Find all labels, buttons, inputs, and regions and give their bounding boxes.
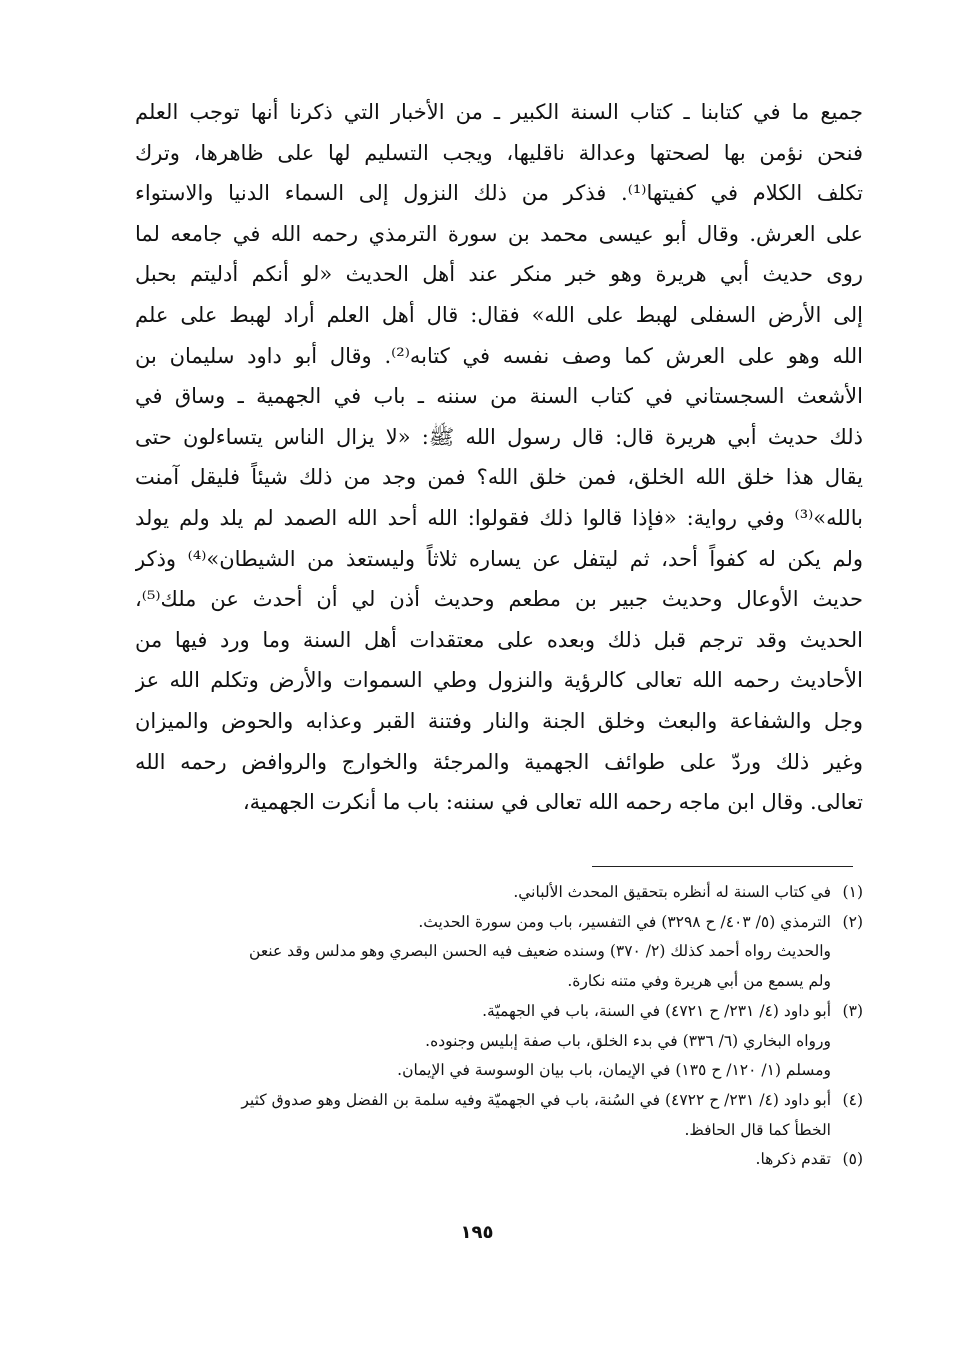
footnote-number-empty: [831, 937, 863, 967]
footnote-4: [135, 1086, 863, 1116]
text-line: وجل والشفاعة والبعث وخلق الجنة والنار وفتنة القبر وعذابه والحوض والميزان: [135, 708, 863, 733]
footnote-number-empty: [831, 967, 863, 997]
footnote-4-continued: [135, 1116, 863, 1146]
text-line: الله وهو على العرش كما وصف نفسه في كتابه⁽²⁾. وقال أبو داود سليمان بن: [135, 343, 863, 368]
text-line: وغير ذلك وردّ على طوائف الجهمية والمرجئة والخوارج والروافض رحمه الله: [135, 749, 863, 774]
text-line: ولم يكن له كفواً أحد، ثم ليتفل عن يساره ثلاثاً وليستعذ من الشيطان»⁽⁴⁾ وذكر: [135, 546, 863, 571]
footnote-number: (٢): [842, 912, 863, 931]
footnote-number: (٥): [842, 1150, 863, 1169]
footnote-text: أبو داود (٤/ ٢٣١/ ح ٤٧٢١) في السنة، باب في الجهميّة.: [482, 1001, 831, 1020]
footnote-number-empty: [831, 1116, 863, 1146]
footnote-1: [135, 878, 863, 908]
footnote-text: والحديث رواه أحمد كذلك (٢/ ٣٧٠) وسنده ضعيف فيه الحسن البصري وهو مدلس وقد عنعن: [249, 942, 831, 961]
footnote-2-continued: [135, 967, 863, 997]
footnote-text: الخطأ كما قال الحافظ.: [684, 1120, 831, 1139]
footnote-3-continued: [135, 1027, 863, 1057]
text-line: ذلك حديث أبي هريرة قال: قال رسول الله ﷺ: «لا يزال الناس يتساءلون حتى: [135, 424, 863, 449]
text-line: الأحاديث رحمه الله تعالى كالرؤية والنزول وطي السموات والأرض وتكلم الله عز: [135, 668, 863, 693]
text-line: تكلف الكلام في كفيتها⁽¹⁾. فذكر من ذلك النزول إلى السماء الدنيا والاستواء: [135, 181, 863, 206]
footnote-text: الترمذي (٥/ ٤٠٣/ ح ٣٢٩٨) في التفسير، باب ومن سورة الحديث.: [418, 912, 831, 931]
text-line: بالله»⁽³⁾ وفي رواية: «فإذا قالوا ذلك فقولوا: الله أحد الله الصمد لم يلد ولم يولد: [135, 505, 863, 530]
text-line: حديث الأوعال وحديث جبير بن مطعم وحديث أذن لي أن أحدث عن ملك⁽⁵⁾،: [135, 587, 863, 612]
footnote-5: [135, 1145, 863, 1175]
footnote-2: [135, 908, 863, 938]
footnote-text: ومسلم (١/ ١٢٠/ ح ١٣٥) في الإيمان، باب بيان الوسوسة في الإيمان.: [397, 1061, 831, 1080]
page-number: ١٩٥: [460, 1222, 494, 1243]
footnote-2-continued: [135, 937, 863, 967]
footnote-separator: [592, 866, 853, 867]
footnote-text: ورواه البخاري (٦/ ٣٣٦) في بدء الخلق، باب صفة إبليس وجنوده.: [425, 1031, 831, 1050]
footnote-3-continued: [135, 1056, 863, 1086]
footnote-text: في كتاب السنة له أنظره بتحقيق المحدث الألباني.: [513, 883, 831, 901]
footnote-number: (٤): [842, 1090, 863, 1109]
text-line: جميع ما في كتابنا ـ كتاب السنة الكبير ـ من الأخبار التي ذكرنا أنها توجب العلم: [135, 100, 863, 124]
footnote-number: (٣): [842, 1001, 863, 1020]
footnote-number-empty: [831, 1056, 863, 1086]
footnote-text: ولم يسمع من أبي هريرة وفي متنه نكارة.: [567, 972, 831, 991]
footnote-text: أبو داود (٤/ ٢٣١/ ح ٤٧٢٢) في السُنة، باب في الجهميّة وفيه سلمة بن الفضل وهو صدوق كثير: [241, 1090, 831, 1109]
text-line: فنحن نؤمن بها لصحتها وعدالة ناقليها، ويجب التسليم لها على ظاهرها، وترك: [135, 140, 863, 165]
footnote-number: (١): [842, 883, 863, 901]
main-text: [135, 92, 863, 823]
text-line: يقال هذا خلق الله الخلق، فمن خلق الله؟ فمن وجد من ذلك شيئاً فليقل آمنت: [135, 465, 863, 490]
text-line: الحديث وقد ترجم قبل ذلك وبعده على معتقدات أهل السنة وما ورد فيها من: [135, 627, 863, 652]
text-line: إلى الأرض السفلى لهبط على الله» فقال: قال أهل العلم أراد لهبط على علم: [135, 302, 863, 327]
footnote-text: تقدم ذكرها.: [755, 1150, 831, 1169]
footnote-3: [135, 997, 863, 1027]
text-line: الأشعث السجستاني في كتاب السنة من سننه ـ باب في الجهمية ـ وساق في: [135, 384, 863, 409]
text-line: تعالى. وقال ابن ماجه رحمه الله تعالى في سننه: باب ما أنكرت الجهمية،: [242, 790, 863, 815]
text-line: روى حديث أبي هريرة وهو خبر منكر عند أهل الحديث «لو أنكم أدليتم بحبل: [135, 262, 863, 287]
footnote-number-empty: [831, 1027, 863, 1057]
text-line: على العرش. وقال أبو عيسى محمد بن سورة الترمذي رحمه الله في جامعه لما: [135, 221, 863, 246]
footnotes: [135, 878, 863, 1175]
